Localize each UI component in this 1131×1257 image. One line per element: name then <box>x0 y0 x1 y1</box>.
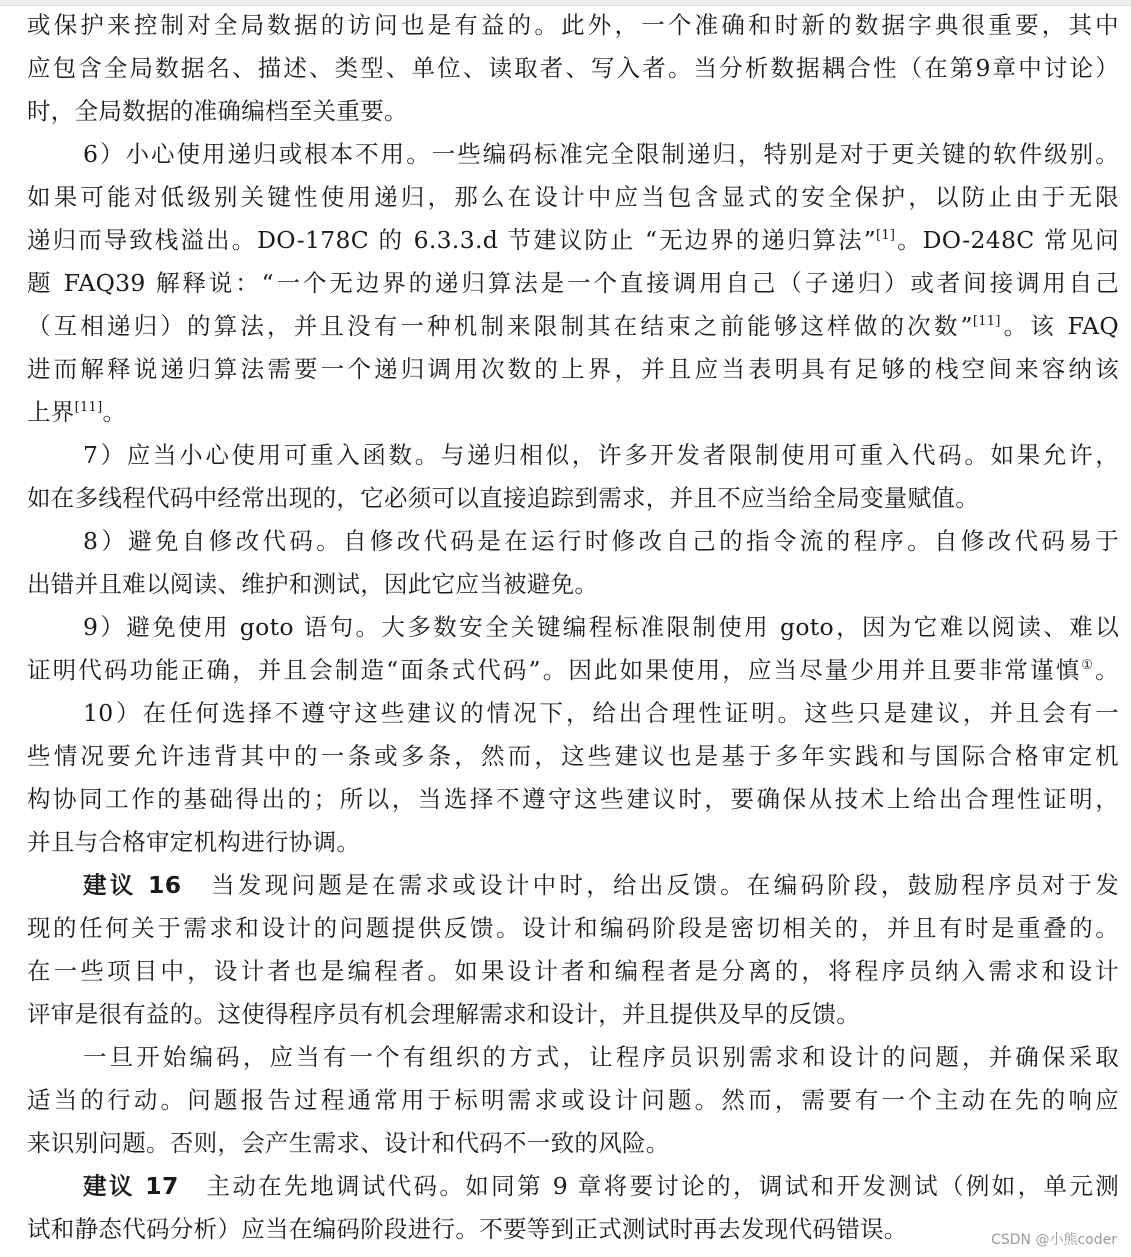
text-run: 些情况要允许违背其中的一条或多条，然而，这些建议也是基于多年实践和与国际合格审定机 <box>27 742 1119 770</box>
text-run: 出错并且难以阅读、维护和测试，因此它应当被避免。 <box>27 570 599 598</box>
text-line <box>27 520 1119 563</box>
text-line <box>27 606 1119 649</box>
reference-marker: [1] <box>875 228 896 243</box>
reference-marker: ① <box>1081 658 1096 673</box>
text-line <box>27 176 1119 219</box>
text-line <box>27 649 1119 692</box>
text-run: 递归而导致栈溢出。DO-178C 的 6.3.3.d 节建议防止 “无边界的递归算法” <box>27 226 876 254</box>
text-run: 时，全局数据的准确编档至关重要。 <box>27 97 408 125</box>
text-run: 上界 <box>27 398 75 426</box>
text-run: 9）避免使用 goto 语句。大多数安全关键编程标准限制使用 goto，因为它难以阅读、难以 <box>83 613 1119 641</box>
text-line <box>27 47 1119 90</box>
text-run: 应包含全局数据名、描述、类型、单位、读取者、写入者。当分析数据耦合性（在第9章中讨论） <box>27 54 1119 82</box>
text-line <box>27 1079 1119 1122</box>
recommendation-label: 建议 17 <box>83 1172 179 1200</box>
document-page <box>27 4 1119 1251</box>
text-line <box>27 950 1119 993</box>
text-run: 试和静态代码分析）应当在编码阶段进行。不要等到正式测试时再去发现代码错误。 <box>27 1215 908 1243</box>
recommendation-label: 建议 16 <box>83 871 182 899</box>
text-line <box>27 864 1119 907</box>
reference-marker: [11] <box>972 314 1001 329</box>
text-run: 。DO-248C 常见问 <box>895 226 1119 254</box>
text-line <box>27 778 1119 821</box>
text-line <box>27 821 1119 864</box>
text-line <box>27 348 1119 391</box>
text-run: 适当的行动。问题报告过程通常用于标明需求或设计问题。然而，需要有一个主动在先的响应 <box>27 1086 1119 1114</box>
text-line <box>27 692 1119 735</box>
text-line <box>27 1208 1119 1251</box>
text-line <box>27 133 1119 176</box>
text-run: （互相递归）的算法，并且没有一种机制来限制其在结束之前能够这样做的次数” <box>27 312 973 340</box>
text-run: 8）避免自修改代码。自修改代码是在运行时修改自己的指令流的程序。自修改代码易于 <box>83 527 1119 555</box>
text-run: 评审是很有益的。这使得程序员有机会理解需求和设计，并且提供及早的反馈。 <box>27 1000 860 1028</box>
text-line <box>27 219 1119 262</box>
text-line <box>27 1036 1119 1079</box>
text-run: 题 FAQ39 解释说：“一个无边界的递归算法是一个直接调用自己（子递归）或者间接调用自己 <box>27 269 1119 297</box>
text-line <box>27 262 1119 305</box>
text-run: 。该 FAQ <box>1000 312 1119 340</box>
text-run: 一旦开始编码，应当有一个有组织的方式，让程序员识别需求和设计的问题，并确保采取 <box>83 1043 1119 1071</box>
text-run: 7）应当小心使用可重入函数。与递归相似，许多开发者限制使用可重入代码。如果允许， <box>83 441 1119 469</box>
text-run: 并且与合格审定机构进行协调。 <box>27 828 361 856</box>
text-run: 。 <box>102 398 127 426</box>
text-line <box>27 907 1119 950</box>
text-run: 主动在先地调试代码。如同第 9 章将要讨论的，调试和开发测试（例如，单元测 <box>178 1172 1120 1200</box>
text-run: 10）在任何选择不遵守这些建议的情况下，给出合理性证明。这些只是建议，并且会有一 <box>83 699 1119 727</box>
text-run: 在一些项目中，设计者也是编程者。如果设计者和编程者是分离的，将程序员纳入需求和设计 <box>27 957 1119 985</box>
text-run: 当发现问题是在需求或设计中时，给出反馈。在编码阶段，鼓励程序员对于发 <box>181 871 1119 899</box>
text-line <box>27 434 1119 477</box>
watermark: CSDN @小熊coder <box>991 1232 1117 1248</box>
text-run: 证明代码功能正确，并且会制造“面条式代码”。因此如果使用，应当尽量少用并且要非常谨慎 <box>27 656 1082 684</box>
text-run: 现的任何关于需求和设计的问题提供反馈。设计和编码阶段是密切相关的，并且有时是重叠的。 <box>27 914 1119 942</box>
text-line <box>27 735 1119 778</box>
text-run: 如果可能对低级别关键性使用递归，那么在设计中应当包含显式的安全保护，以防止由于无限 <box>27 183 1119 211</box>
text-run: 如在多线程代码中经常出现的，它必须可以直接追踪到需求，并且不应当给全局变量赋值。 <box>27 484 979 512</box>
text-line <box>27 993 1119 1036</box>
text-line <box>27 305 1119 348</box>
text-line <box>27 391 1119 434</box>
text-line <box>27 477 1119 520</box>
text-line <box>27 90 1119 133</box>
text-run: 。 <box>1095 656 1119 684</box>
text-run: 来识别问题。否则，会产生需求、设计和代码不一致的风险。 <box>27 1129 670 1157</box>
text-run: 6）小心使用递归或根本不用。一些编码标准完全限制递归，特别是对于更关键的软件级别。 <box>83 140 1119 168</box>
text-line <box>27 563 1119 606</box>
text-line <box>27 4 1119 47</box>
reference-marker: [11] <box>74 400 103 415</box>
text-line <box>27 1122 1119 1165</box>
text-run: 进而解释说递归算法需要一个递归调用次数的上界，并且应当表明具有足够的栈空间来容纳该 <box>27 355 1119 383</box>
text-line <box>27 1165 1119 1208</box>
text-run: 构协同工作的基础得出的；所以，当选择不遵守这些建议时，要确保从技术上给出合理性证明， <box>27 785 1119 813</box>
text-run: 或保护来控制对全局数据的访问也是有益的。此外，一个准确和时新的数据字典很重要，其中 <box>27 11 1119 39</box>
